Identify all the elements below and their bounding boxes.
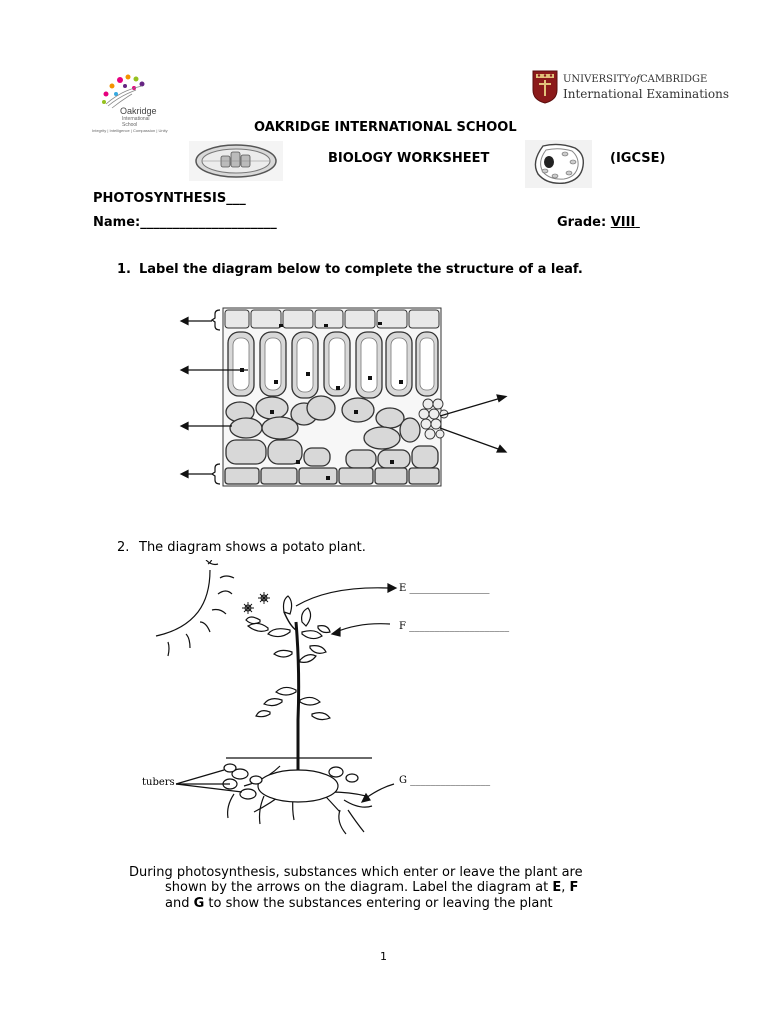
logo-dots-icon — [102, 75, 145, 109]
instruction-line3-prefix: and — [165, 896, 194, 911]
label-tubers: tubers — [142, 777, 175, 788]
topic-heading: PHOTOSYNTHESIS___ — [93, 191, 246, 206]
tuber-icons — [223, 764, 358, 802]
cambridge-crest-icon — [532, 70, 558, 104]
potato-plant-diagram — [140, 560, 540, 840]
label-e: E ________________ — [399, 583, 490, 594]
instruction-e: E — [552, 880, 562, 895]
grade-value: VIII — [610, 215, 636, 230]
leaf-structure-diagram — [176, 300, 516, 492]
instruction-g: G — [193, 896, 205, 911]
instruction-line3-text: to show the substances entering or leaving the plant — [204, 896, 553, 911]
instruction-line2-text: shown by the arrows on the diagram. Label the diagram at — [165, 880, 553, 895]
cambridge-line1: UNIVERSITY — [563, 74, 631, 85]
cell-image — [525, 140, 592, 188]
logo-sub: International School — [122, 116, 150, 128]
instruction-f: F — [569, 880, 579, 895]
grade-field — [557, 215, 640, 230]
instruction-comma: , — [561, 880, 570, 895]
q1-text: Label the diagram below to complete the structure of a leaf. — [139, 262, 583, 277]
q2-text: The diagram shows a potato plant. — [139, 540, 366, 555]
cambridge-of: of — [630, 74, 640, 85]
instruction-line3 — [165, 896, 553, 911]
upper-epidermis — [225, 310, 439, 328]
label-f: F ____________________ — [399, 621, 510, 632]
cambridge-logo — [532, 70, 729, 108]
instruction-line2 — [165, 880, 578, 895]
name-field: Name:_____________________ — [93, 215, 277, 230]
chloroplast-image — [188, 140, 284, 182]
instruction-line1: During photosynthesis, substances which enter or leave the plant are — [129, 865, 583, 880]
school-title: OAKRIDGE INTERNATIONAL SCHOOL — [254, 120, 517, 135]
school-logo — [92, 70, 192, 136]
flower-icons — [242, 592, 270, 614]
cambridge-line1c: CAMBRIDGE — [640, 74, 708, 85]
grade-label: Grade: — [557, 215, 607, 230]
logo-name: Oakridge — [120, 106, 157, 116]
sun-icon — [156, 560, 234, 656]
cambridge-line2: International Examinations — [563, 87, 729, 101]
q2-number: 2. — [117, 540, 130, 555]
q1-number: 1. — [117, 262, 131, 277]
label-g: G ________________ — [399, 775, 491, 786]
page-number: 1 — [380, 950, 387, 963]
logo-tag: Integrity | Intelligence | Compassion | Unity — [92, 128, 168, 133]
exam-label: (IGCSE) — [610, 151, 666, 166]
worksheet-title: BIOLOGY WORKSHEET — [328, 151, 490, 166]
leaves-group — [246, 596, 330, 720]
